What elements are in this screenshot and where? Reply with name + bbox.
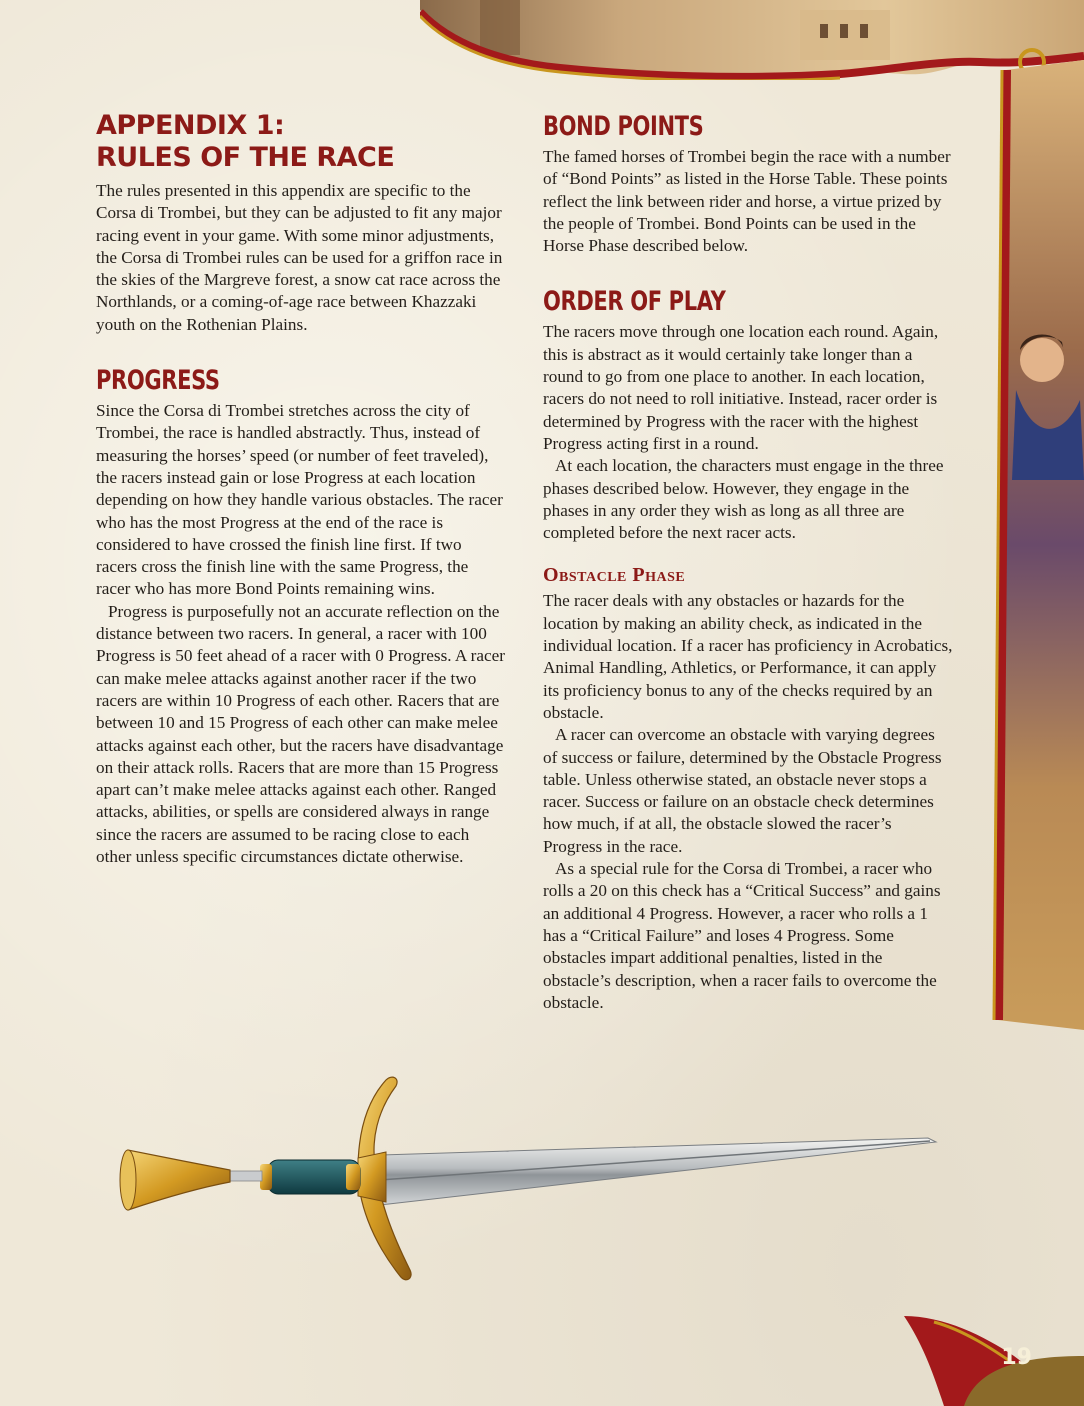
side-illustration-strip xyxy=(992,60,1084,1030)
page-number: 19 xyxy=(1001,1345,1032,1370)
obstacle-phase-paragraph-3: As a special rule for the Corsa di Trombei, a racer who rolls a 20 on this check has a “Critical Success” and gains an additional 4 Progress. However, a racer who rolls a 1 has a “Critical Failure” and loses 4 Progress. Some obstacles impart additional penalties, listed in the obstacle’s description, when a racer fails to overcome the obstacle. xyxy=(543,859,941,1012)
obstacle-phase-paragraph-2: A racer can overcome an obstacle with varying degrees of success or failure, determined by the Obstacle Progress table. Unless otherwise stated, an obstacle never stops a racer. Success or failure on an obstacle check determines how much, if at all, the obstacle slowed the racer’s Progress in the race. xyxy=(543,725,942,856)
intro-paragraph: The rules presented in this appendix are specific to the Corsa di Trombei, but they can be adjusted to fit any major racing event in your game. With some minor adjustments, the Corsa di Trombei rules can be used for a griffon race in the skies of the Margreve forest, a snow cat race across the Northlands, or a coming-of-age race between Khazzaki youth on the Rothenian Plains. xyxy=(96,181,503,334)
obstacle-phase-heading: Obstacle Phase xyxy=(543,564,686,587)
sword-illustration xyxy=(118,1070,938,1300)
appendix-title xyxy=(96,110,506,174)
appendix-title-line1: APPENDIX 1: xyxy=(96,110,285,141)
appendix-title-line2: RULES OF THE RACE xyxy=(96,142,395,173)
bond-points-heading: BOND POINTS xyxy=(543,111,704,142)
bond-points-paragraph: The famed horses of Trombei begin the race with a number of “Bond Points” as listed in the Horse Table. These points reflect the link between rider and horse, a virtue prized by the people of Trombei. Bond Points can be used in the Horse Phase described below. xyxy=(543,147,951,256)
progress-paragraph-2: Progress is purposefully not an accurate reflection on the distance between two racers. In general, a racer with 100 Progress is 50 feet ahead of a racer with 0 Progress. A racer can make melee attacks against another racer if the two racers are within 10 Progress of each other. Racers that are between 10 and 15 Progress of each other can make melee attacks against each other, but the racers have disadvantage on their attack rolls. Racers that are more than 15 Progress apart can’t make melee attacks against each other. Ranged attacks, abilities, or spells are considered always in range since the racers are assumed to be racing close to each other unless specific circumstances dictate otherwise. xyxy=(96,601,506,867)
obstacle-phase-paragraph-1: The racer deals with any obstacles or hazards for the location by making an ability check, as indicated in the individual location. If a racer has proficiency in Acrobatics, Animal Handling, Athletics, or Performance, it can apply its proficiency bonus to any of the checks required by an obstacle. xyxy=(543,591,953,722)
page-corner-ornament xyxy=(904,1316,1084,1406)
order-of-play-heading: ORDER OF PLAY xyxy=(543,286,726,318)
order-of-play-paragraph-1: The racers move through one location each round. Again, this is abstract as it would certainly take longer than a round to go from one place to another. In each location, racers do not need to roll initiative. Instead, racer order is determined by Progress with the racer with the highest Progress acting first in a round. xyxy=(543,322,939,453)
top-illustration-banner xyxy=(420,0,1084,80)
progress-heading: PROGRESS xyxy=(96,365,220,397)
progress-paragraph-1: Since the Corsa di Trombei stretches across the city of Trombei, the race is handled abstractly. Thus, instead of measuring the horses’ speed (or number of feet traveled), the racers instead gain or lose Progress at each location depending on how they handle various obstacles. The racer who has the most Progress at the end of the race is considered to have crossed the finish line first. If two racers cross the finish line with the same Progress, the racer who has more Bond Points remaining wins. xyxy=(96,401,503,599)
left-column xyxy=(96,110,506,868)
right-column xyxy=(543,110,953,1014)
order-of-play-paragraph-2: At each location, the characters must engage in the three phases described below. However, they engage in the phases in any order they wish as long as all three are completed before the next racer acts. xyxy=(543,456,944,543)
